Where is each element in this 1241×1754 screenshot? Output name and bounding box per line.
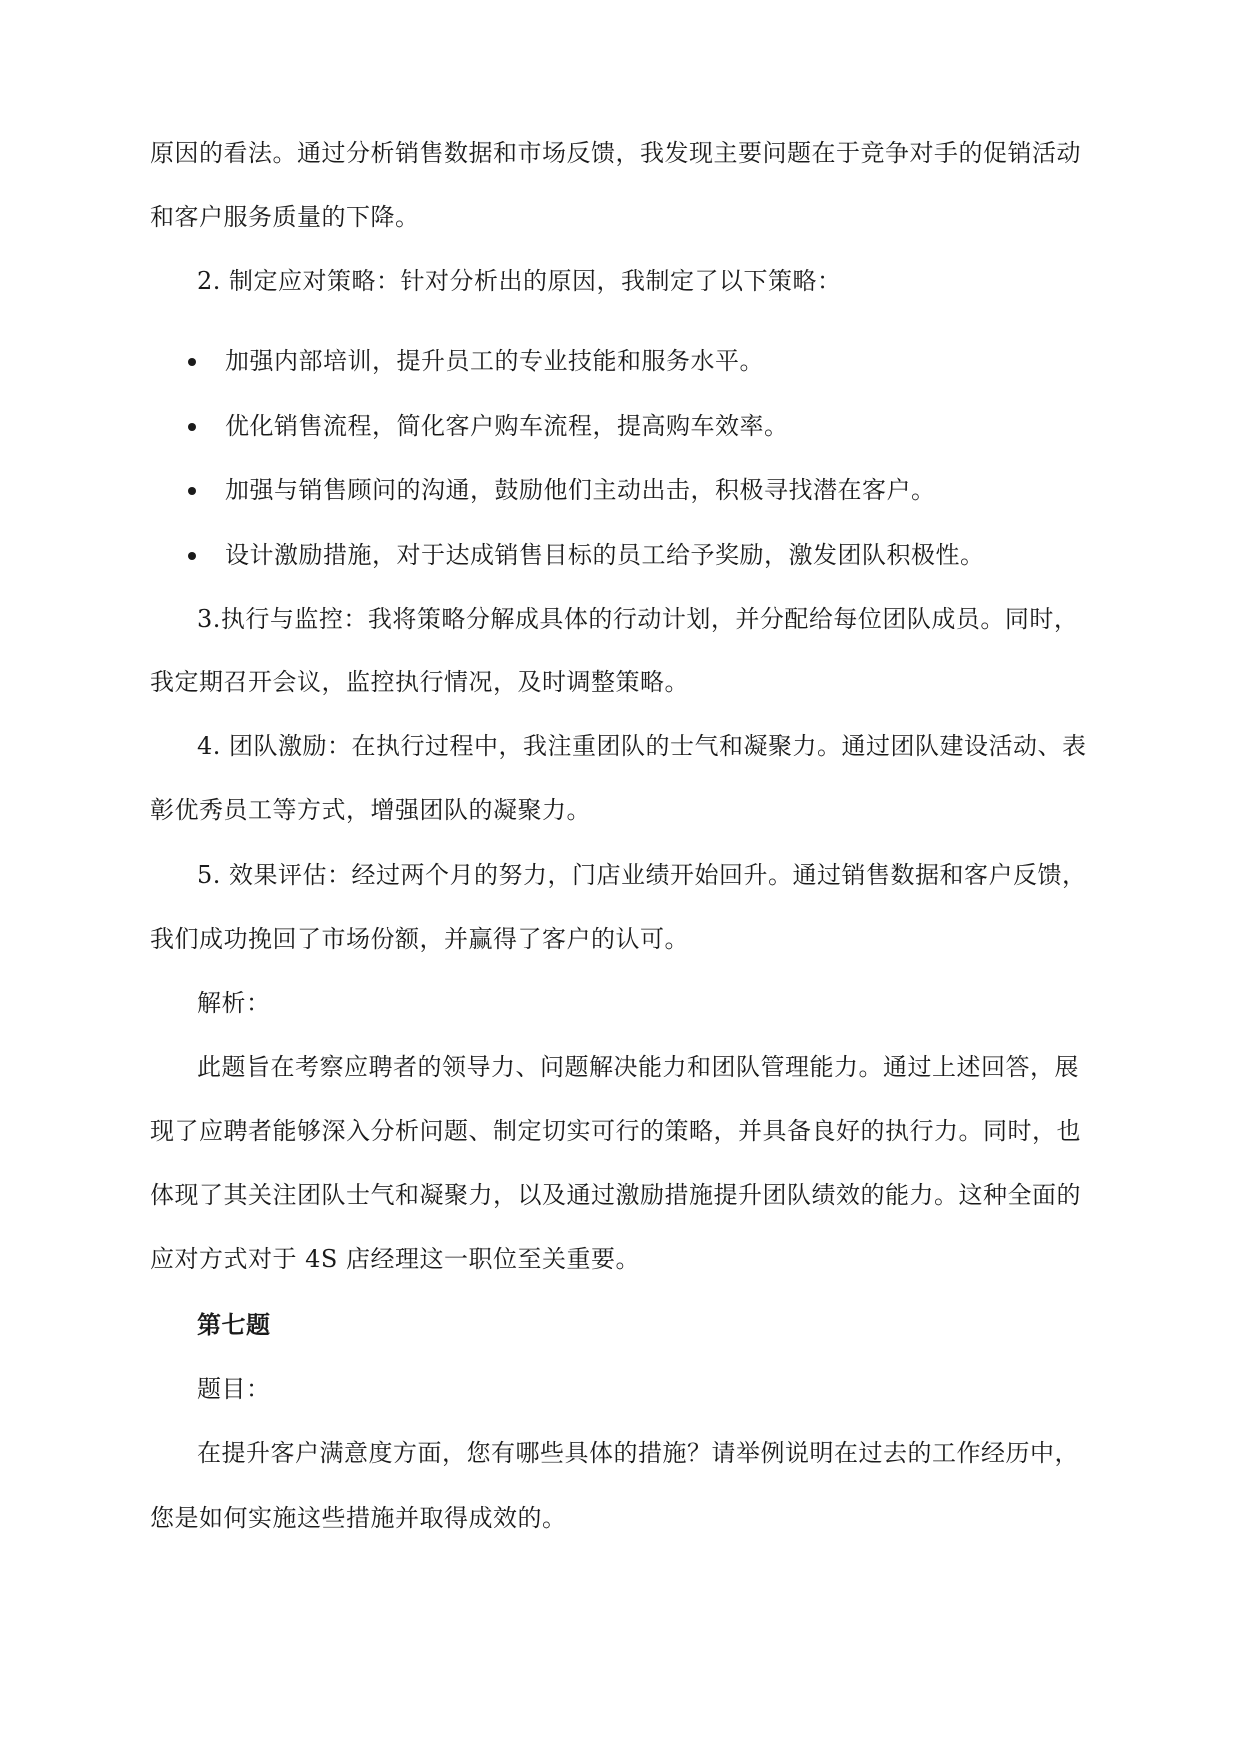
intro-line-2: 和客户服务质量的下降。 (150, 203, 420, 231)
step4-line-2: 彰优秀员工等方式，增强团队的凝聚力。 (150, 796, 591, 824)
bullet-item-3: 加强与销售顾问的沟通，鼓励他们主动出击，积极寻找潜在客户。 (225, 476, 936, 504)
analysis-line-1: 此题旨在考察应聘者的领导力、问题解决能力和团队管理能力。通过上述回答，展 (197, 1053, 1079, 1081)
bullet-item-1: 加强内部培训，提升员工的专业技能和服务水平。 (225, 347, 764, 375)
step5-line-2: 我们成功挽回了市场份额，并赢得了客户的认可。 (150, 925, 689, 953)
step3-line-2: 我定期召开会议，监控执行情况，及时调整策略。 (150, 668, 689, 696)
step2-line-1: 2. 制定应对策略：针对分析出的原因，我制定了以下策略： (197, 267, 842, 295)
step5-line-1: 5. 效果评估：经过两个月的努力，门店业绩开始回升。通过销售数据和客户反馈， (197, 861, 1087, 889)
question-line-2: 您是如何实施这些措施并取得成效的。 (150, 1504, 567, 1532)
analysis-line-2: 现了应聘者能够深入分析问题、制定切实可行的策略，并具备良好的执行力。同时，也 (150, 1117, 1081, 1145)
bullet-dot-icon (188, 423, 196, 431)
question-label: 题目： (197, 1375, 271, 1403)
question-heading: 第七题 (197, 1310, 271, 1339)
analysis-label: 解析： (197, 989, 271, 1017)
intro-line-1: 原因的看法。通过分析销售数据和市场反馈，我发现主要问题在于竞争对手的促销活动 (150, 139, 1081, 167)
bullet-item-4: 设计激励措施，对于达成销售目标的员工给予奖励，激发团队积极性。 (225, 541, 985, 569)
analysis-line-4: 应对方式对于 4S 店经理这一职位至关重要。 (150, 1245, 640, 1273)
bullet-item-2: 优化销售流程，简化客户购车流程，提高购车效率。 (225, 412, 789, 440)
question-line-1: 在提升客户满意度方面，您有哪些具体的措施？请举例说明在过去的工作经历中， (197, 1439, 1079, 1467)
bullet-dot-icon (188, 552, 196, 560)
bullet-dot-icon (188, 358, 196, 366)
analysis-line-3: 体现了其关注团队士气和凝聚力，以及通过激励措施提升团队绩效的能力。这种全面的 (150, 1181, 1081, 1209)
bullet-dot-icon (188, 487, 196, 495)
step3-line-1: 3.执行与监控：我将策略分解成具体的行动计划，并分配给每位团队成员。同时， (197, 605, 1079, 633)
step4-line-1: 4. 团队激励：在执行过程中，我注重团队的士气和凝聚力。通过团队建设活动、表 (197, 732, 1087, 760)
